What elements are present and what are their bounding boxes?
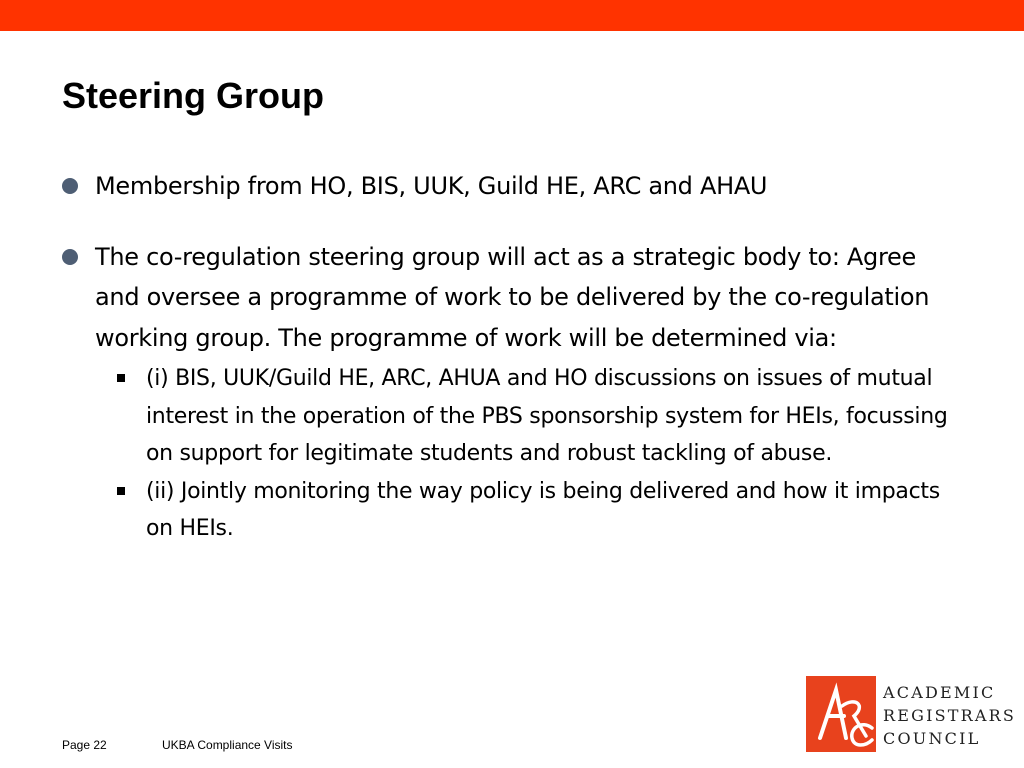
arc-logo-wordmark [883,681,1016,750]
square-bullet-icon [117,487,125,495]
top-accent-bar [0,0,1024,31]
bullet-dot-icon [62,178,78,194]
arc-logo [806,676,1018,752]
bullet-membership [62,166,962,207]
arc-logo-mark-icon [806,676,876,752]
logo-line: ACADEMIC [883,683,996,702]
sub-bullet-text: (ii) Jointly monitoring the way policy is being delivered and how it impacts on HEIs. [146,478,940,541]
logo-line: COUNCIL [883,729,981,748]
square-bullet-icon [117,374,125,382]
bullet-steering-role [62,237,962,359]
bullet-text: Membership from HO, BIS, UUK, Guild HE, ARC and AHAU [95,172,768,200]
logo-line: REGISTRARS [883,706,1017,725]
footer-page-number: Page 22 [62,738,107,752]
slide-body [62,166,962,548]
bullet-text: The co-regulation steering group will act as a strategic body to: Agree and oversee a programme of work to be delivered by the co-regulation working group. The programme of work will be determined via: [95,242,930,352]
sub-bullet-discussions [62,360,962,473]
sub-bullet-monitoring [62,473,962,548]
sub-bullet-text: (i) BIS, UUK/Guild HE, ARC, AHUA and HO discussions on issues of mutual interest in the operation of the PBS sponsorship system for HEIs, focussing on support for legitimate students and robust tackling of abuse. [146,366,948,466]
bullet-dot-icon [62,249,78,265]
sub-bullet-list [62,360,962,548]
bullet-gap [62,207,962,237]
footer-label: UKBA Compliance Visits [162,738,293,752]
slide-title: Steering Group [62,75,325,116]
